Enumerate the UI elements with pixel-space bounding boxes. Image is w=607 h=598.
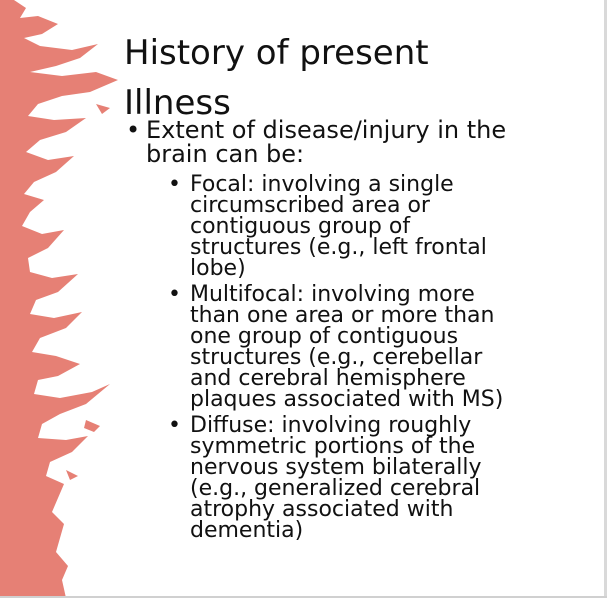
- sub-bullet-list: [146, 174, 594, 541]
- main-bullet-line: Extent of disease/injury in the: [146, 116, 507, 144]
- bullet-dot-icon: •: [126, 116, 141, 144]
- bullet-dot-icon: •: [168, 172, 181, 197]
- brush-fleck: [66, 470, 78, 480]
- sub-bullet-line: structures (e.g., left frontal: [190, 235, 487, 260]
- sub-bullet-line: one group of contiguous: [190, 324, 459, 349]
- slide-title-line: History of present: [124, 33, 429, 73]
- sub-bullet-multifocal: [168, 284, 594, 410]
- sub-bullet-focal: [168, 174, 594, 279]
- sub-bullet-line: contiguous group of: [190, 214, 411, 239]
- sub-bullet-line: Multifocal: involving more: [190, 282, 475, 307]
- sub-bullet-line: symmetric portions of the: [190, 434, 476, 459]
- sub-bullet-line: lobe): [190, 256, 246, 281]
- sub-bullet-line: than one area or more than: [190, 303, 495, 328]
- sub-bullet-line: nervous system bilaterally: [190, 455, 482, 480]
- bullet-list: [124, 118, 594, 546]
- sub-bullet-line: and cerebral hemisphere: [190, 366, 466, 391]
- sub-bullet-line: circumscribed area or: [190, 193, 430, 218]
- slide-title: [124, 28, 584, 128]
- sub-bullet-line: plaques associated with MS): [190, 387, 504, 412]
- sub-bullet-line: (e.g., generalized cerebral: [190, 476, 481, 501]
- bullet-dot-icon: •: [168, 282, 181, 307]
- main-bullet-item: [124, 118, 594, 541]
- brush-fleck: [84, 420, 100, 432]
- sub-bullet-diffuse: [168, 415, 594, 541]
- brush-stroke-shape: [0, 0, 118, 598]
- main-bullet-line: brain can be:: [146, 140, 305, 168]
- sub-bullet-line: Diffuse: involving roughly: [190, 413, 472, 438]
- sub-bullet-line: atrophy associated with: [190, 497, 454, 522]
- brush-fleck: [96, 104, 110, 114]
- slide-title-line: Illness: [124, 83, 231, 123]
- sub-bullet-line: Focal: involving a single: [190, 172, 454, 197]
- sub-bullet-line: dementia): [190, 518, 304, 543]
- bullet-dot-icon: •: [168, 413, 181, 438]
- sub-bullet-line: structures (e.g., cerebellar: [190, 345, 483, 370]
